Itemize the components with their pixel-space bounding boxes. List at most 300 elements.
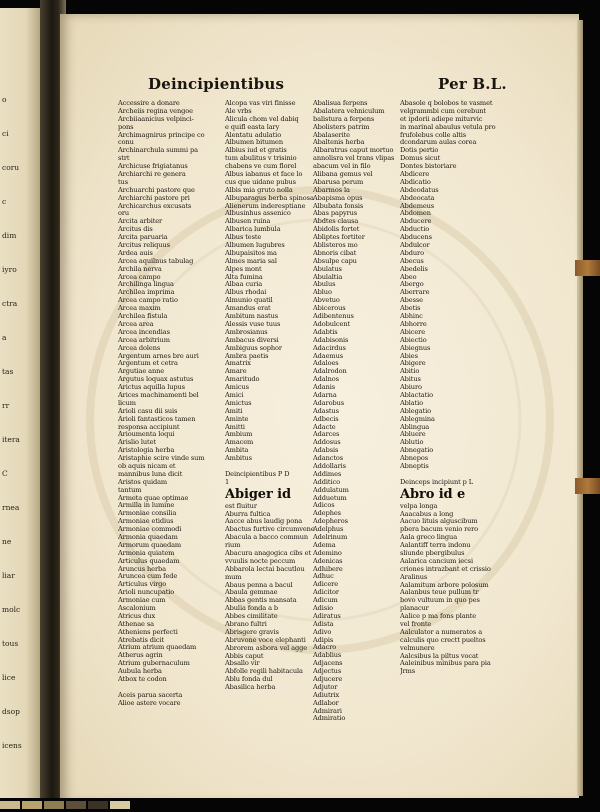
text-line: Abolisters patrim: [313, 123, 370, 131]
text-line: Atrebatis dicit: [118, 636, 165, 644]
facing-page-fragment: rr: [2, 401, 10, 410]
text-line: Abulus: [313, 281, 336, 289]
text-line: Armorum quaedam: [118, 541, 182, 549]
text-line: Ablactatio: [400, 391, 434, 399]
text-line: Abarmos la: [313, 186, 350, 194]
facing-page-fragment: dim: [2, 231, 17, 240]
text-line: Arioli nuncupatio: [118, 589, 175, 597]
text-line: Adjucere: [313, 676, 343, 684]
text-line: Adastus: [313, 407, 339, 415]
text-line: Abfolle regili habitacula: [225, 668, 303, 676]
text-line: Adacte: [313, 423, 336, 431]
text-line: Aruncea cum fede: [118, 573, 178, 581]
text-line: Adista: [313, 620, 334, 628]
text-line: Adepheros: [313, 518, 348, 526]
color-swatch: [66, 801, 86, 809]
text-line: balistura a ferpens: [313, 115, 375, 123]
clasp-strap-lower: [575, 478, 600, 494]
text-line: Albaa curia: [225, 281, 263, 289]
text-line: Adisio: [313, 605, 333, 612]
text-line: Amacem: [225, 439, 254, 447]
text-line: dcondarum aulas corea: [400, 139, 477, 147]
text-line: Albumen lugubres: [225, 242, 285, 250]
text-line: Abaula gemmae: [225, 589, 278, 597]
text-line: Armonia quaedam: [118, 533, 178, 541]
text-line: Adicere: [313, 581, 339, 589]
text-line: Adhuc: [313, 573, 334, 581]
text-column-1: [118, 100, 238, 708]
text-line: Absulpe capu: [313, 257, 357, 265]
text-line: Adiutrix: [313, 691, 340, 699]
running-head-left: Deincipientibus: [148, 75, 285, 93]
text-line: oru: [118, 210, 130, 218]
text-line: Archilinga lingua: [118, 281, 174, 289]
text-line: Ablisteros mo: [313, 242, 358, 250]
facing-page-fragment: ne: [2, 537, 12, 546]
text-line: annolisra vel trans vlipas: [313, 155, 395, 163]
text-line: Albis mia gruto nolla: [225, 186, 293, 194]
text-line: Abrorem asbora vel agge: [225, 644, 307, 652]
text-line: cus que uidane pubus: [225, 178, 296, 186]
text-line: Abdeocata: [400, 194, 435, 202]
text-line: Abaus penna a bacul: [225, 581, 293, 589]
text-line: Admiratio: [313, 715, 346, 723]
facing-page-fragment: lice: [2, 673, 16, 682]
text-line: Admirari: [313, 707, 342, 715]
text-line: Abrisgere gravis: [225, 628, 279, 636]
text-line: velpa longa: [400, 502, 438, 510]
text-line: Atbox te codon: [118, 676, 167, 684]
text-line: Ambacus diversi: [225, 336, 279, 344]
text-line: Ablu fonda dul: [225, 676, 273, 684]
text-line: Amictus: [225, 399, 252, 407]
text-line: Abbarola lectai bacutlou: [225, 565, 305, 573]
text-line: strt: [118, 155, 130, 163]
facing-page-fragment: dsop: [2, 707, 20, 716]
text-line: Adanis: [313, 384, 336, 392]
text-line: velgrammbi cum cerebunt: [400, 107, 486, 115]
text-line: Argutus loquax astutus: [118, 376, 194, 384]
text-line: tantum: [118, 486, 142, 494]
text-line: calculis quo crectt pueltos: [400, 636, 486, 644]
text-line: Albumen bitumen: [225, 139, 283, 147]
text-line: Adibentenus: [313, 313, 354, 321]
text-line: Ambiguus sophor: [225, 344, 282, 352]
text-line: Alcopa vas viri finisse: [225, 100, 296, 107]
text-line: Ambita: [225, 447, 249, 455]
text-line: et ipdorii adiepe miturvic: [400, 115, 483, 123]
text-line: Armilla in lumine: [118, 502, 175, 510]
text-line: Archimagnirus principe co: [118, 131, 205, 139]
text-line: Adaloes: [313, 360, 339, 368]
text-line: Adelphus: [313, 526, 344, 534]
text-line: Domus sicut: [400, 155, 441, 163]
text-line: vvuulis nocte peccum: [225, 557, 296, 565]
text-line: Abnegatio: [400, 447, 434, 455]
text-line: Albus iabanus et face lo: [225, 171, 303, 179]
text-line: pons: [118, 123, 134, 131]
text-line: Arcita paruaria: [118, 234, 168, 242]
text-line: Ablegmina: [400, 415, 435, 423]
text-line: Aacce abus laudig pona: [225, 518, 303, 526]
text-line: pbera bacum venio rero: [400, 526, 478, 534]
text-line: Amitti: [225, 423, 245, 431]
text-line: Aubula herba: [118, 668, 162, 676]
text-line: Abas papyrus: [313, 210, 358, 218]
text-line: Adarobus: [313, 399, 345, 407]
text-line: Alioe astere vocare: [118, 699, 181, 707]
text-line: bovo vultuum in quo pes: [400, 597, 480, 605]
text-line: Abluo: [313, 289, 332, 297]
text-line: Arcea aquilnus tabulag: [118, 257, 194, 265]
text-line: Adacro: [313, 644, 337, 652]
facing-page-fragment: tas: [2, 367, 14, 376]
text-line: Adipis: [313, 636, 334, 644]
text-line: Abalisua ferpens: [313, 100, 368, 107]
text-line: Argentum et cetra: [118, 360, 178, 368]
text-line: tum abulitus v trisinio: [225, 155, 297, 163]
text-line: Deinceps incipiunt p L: [400, 478, 474, 486]
text-line: Alibana gemus vel: [313, 171, 373, 179]
text-line: Adalnos: [313, 376, 339, 384]
text-line: Abvetuo: [313, 297, 340, 305]
text-line: Atricus dux: [118, 612, 156, 620]
text-line: Abrano fultri: [225, 621, 267, 628]
text-line: Adephes: [313, 510, 341, 518]
text-line: Amicus: [225, 384, 249, 392]
text-line: Ambrosianus: [225, 328, 268, 336]
text-line: Abluere: [400, 431, 426, 439]
text-line: Aalculator a numeratos a: [400, 628, 483, 636]
text-line: Adarna: [313, 391, 337, 399]
section-heading: Abro id e: [400, 486, 466, 502]
text-line: Adlabor: [313, 699, 339, 707]
text-line: Abicere: [400, 328, 426, 336]
text-line: Aalcsibus la piltus vocat: [400, 652, 479, 660]
text-line: Albius iud et gratis: [225, 147, 287, 155]
text-line: Adicitor: [313, 589, 339, 597]
text-line: Armonia quiatem: [118, 549, 175, 557]
text-line: Jrms: [400, 668, 416, 676]
text-line: Abasilica herba: [225, 684, 276, 692]
text-line: Abitus: [400, 376, 421, 384]
text-line: Archicarchus excusats: [118, 202, 192, 210]
text-line: Abbis caput: [225, 652, 264, 660]
text-line: Abbes cimilitate: [225, 613, 278, 621]
facing-page-fragment: molc: [2, 605, 21, 614]
color-swatch: [44, 801, 64, 809]
text-line: licum: [118, 399, 136, 407]
text-line: Ale vrbs: [225, 107, 252, 115]
text-line: Archicuse frigiatanus: [118, 163, 188, 171]
text-line: Abapisma opus: [313, 194, 363, 202]
text-line: Abdulcor: [400, 242, 430, 250]
text-line: Atheniens perfecti: [118, 628, 178, 636]
text-line: Aceis parua sacerta: [118, 691, 183, 699]
text-line: Abdtes clausa: [313, 218, 359, 226]
text-line: Abeo: [400, 273, 417, 281]
text-line: Addimes: [313, 470, 342, 478]
text-line: Adduetum: [313, 494, 347, 502]
text-line: Abnoris cibat: [313, 249, 357, 257]
text-line: Adarces: [313, 431, 340, 439]
facing-page-fragment: a: [2, 333, 7, 342]
text-line: Aberrare: [400, 289, 430, 297]
section-heading: Abiger id: [225, 486, 291, 502]
text-line: Archilea imprima: [118, 289, 175, 297]
text-line: Adalrodon: [313, 368, 347, 376]
text-line: Albusen ruina: [225, 218, 271, 226]
text-line: Abliptes fortiter: [313, 234, 365, 242]
text-line: abacum vel in filo: [313, 163, 371, 171]
text-line: Archeiis regina vengoe: [118, 107, 193, 115]
text-line: conu: [118, 139, 134, 147]
text-line: Addulatum: [313, 486, 349, 494]
text-line: Arcea dolens: [118, 344, 161, 352]
text-line: Abiectio: [400, 336, 427, 344]
text-line: Athenae sa: [118, 620, 154, 628]
text-line: responsa accipiunt: [118, 423, 180, 431]
text-line: Arcita arbiter: [118, 218, 163, 226]
text-line: Abdicere: [400, 171, 430, 179]
text-line: Abbas gentis mansata: [225, 597, 297, 605]
text-line: Aralinus: [400, 573, 428, 581]
text-line: Ablatio: [400, 399, 424, 407]
text-line: Abicerous: [313, 305, 346, 313]
text-line: Arcea campo: [118, 273, 161, 281]
text-line: Argutiae anne: [118, 368, 165, 376]
text-line: Arioli casu dii suis: [118, 407, 178, 415]
text-line: Abarusa perum: [313, 178, 364, 186]
text-line: Ardea auis: [118, 249, 153, 257]
text-line: Abaltenis herba: [313, 139, 365, 147]
text-line: criones intrazbant et crissio: [400, 565, 491, 573]
text-line: Adabtis: [313, 328, 338, 336]
text-line: Archiarchi re genera: [118, 171, 186, 179]
text-line: Ademino: [313, 549, 342, 557]
text-line: Albaratrus caput mortuo: [313, 147, 394, 155]
color-swatch: [110, 801, 130, 809]
text-line: Arislio lutet: [118, 439, 156, 447]
facing-page-fragment: coru: [2, 163, 20, 172]
text-line: Armoniae commodi: [118, 526, 182, 534]
text-line: Albarica lumbula: [225, 226, 281, 234]
text-line: Abedelis: [400, 265, 428, 273]
text-line: Abduro: [400, 249, 424, 257]
facing-page-fragment: liar: [2, 571, 15, 580]
text-line: in marinal abaulus vetula pro: [400, 123, 496, 131]
text-line: Abacura anagogica cibs et: [225, 549, 311, 557]
text-line: Abductio: [400, 226, 430, 234]
text-line: sliunde pbergibulus: [400, 549, 465, 557]
clasp-strap-upper: [575, 260, 600, 276]
facing-page-fragment: C: [2, 469, 8, 478]
text-line: Almes maria sal: [225, 257, 277, 265]
text-line: Aacuo lituis alguscibum: [400, 518, 478, 526]
text-line: Abulia fonda a b: [225, 605, 279, 613]
text-line: Arcbiiaanicius velpinci-: [118, 115, 194, 123]
color-calibration-strip: [0, 798, 600, 812]
text-line: Arioli fantasticos tamen: [118, 415, 196, 423]
text-line: Adelrinum: [313, 533, 348, 541]
text-line: Absallo vir: [225, 660, 260, 668]
text-line: Alpes mont: [225, 265, 262, 273]
text-line: Armeta quae optimae: [118, 494, 189, 502]
text-line: frufolebus colle altis: [400, 131, 467, 139]
text-line: Adiratus: [313, 612, 341, 620]
color-swatch: [22, 801, 42, 809]
text-column-4: [400, 100, 520, 676]
color-swatch: [0, 801, 20, 809]
text-line: mannibus luna dicit: [118, 470, 183, 478]
text-line: Abigere: [400, 360, 426, 368]
text-line: Arcea area: [118, 320, 154, 328]
text-line: [118, 684, 238, 692]
text-line: Abalatera vehniculum: [313, 107, 385, 115]
text-line: Accessire a donare: [118, 100, 180, 107]
text-line: Abergo: [400, 281, 424, 289]
text-line: ob aquis nicam et: [118, 462, 176, 470]
text-line: Alentatu adulatio: [225, 131, 282, 139]
text-line: vel fronte: [400, 621, 432, 628]
text-line: Abetis: [400, 305, 421, 313]
text-line: Abhorre: [400, 320, 427, 328]
text-line: Archuarchi pastore que: [118, 186, 195, 194]
text-line: Armoniae cum: [118, 597, 166, 605]
text-line: Abneptis: [400, 462, 429, 470]
text-line: Abducens: [400, 234, 432, 242]
text-line: Adabsis: [313, 447, 339, 455]
text-line: Alienerum inderesptiane: [225, 202, 306, 210]
text-line: Abecus: [400, 257, 424, 265]
text-line: Argentum arnes bre auri: [118, 352, 199, 360]
facing-page-fragment: ctra: [2, 299, 18, 308]
text-line: Ambium: [225, 431, 253, 439]
text-line: mum: [225, 573, 242, 581]
text-line: Aristos quidam: [118, 478, 168, 486]
text-line: Albus rhodai: [225, 289, 267, 297]
text-line: Albus teste: [225, 234, 262, 242]
text-line: Addollaris: [313, 462, 346, 470]
facing-page-fragment: o: [2, 95, 7, 104]
text-line: Ambitum nastus: [225, 313, 279, 321]
text-line: Abiuro: [400, 384, 422, 392]
text-line: Ablutio: [400, 439, 424, 447]
text-line: Addosus: [313, 439, 341, 447]
text-line: rium: [225, 542, 241, 550]
text-line: Arcea campo ratio: [118, 297, 178, 305]
text-line: Adanctos: [313, 455, 344, 463]
text-line: Abiegnus: [400, 344, 431, 352]
text-line: Additico: [313, 478, 340, 486]
text-line: Archilea fistula: [118, 313, 168, 321]
text-line: Aalamitum arbore polosum: [400, 581, 489, 589]
text-line: Abidolis fortet: [313, 226, 360, 234]
text-line: Abalaserite: [313, 131, 350, 139]
text-line: Albupaisitos ma: [225, 249, 277, 257]
text-line: Aburra fultica: [225, 510, 271, 518]
text-line: Amandus erat: [225, 305, 271, 313]
text-line: Adbecis: [313, 415, 339, 423]
text-line: Ambra paetis: [225, 352, 269, 360]
text-line: Adacirdus: [313, 344, 346, 352]
text-line: Archiarchi pastore pri: [118, 194, 190, 202]
facing-page-fragment: iyro: [2, 265, 17, 274]
text-line: Adhibere: [313, 565, 343, 573]
text-line: Atrium atrium quaedam: [118, 644, 197, 652]
text-line: Albusinhus assenico: [225, 210, 291, 218]
text-line: velmunere: [400, 644, 435, 652]
text-line: Arcitus reliquus: [118, 242, 170, 250]
text-line: Abdemeus: [400, 202, 435, 210]
text-line: Almunio quatil: [225, 297, 273, 305]
text-line: Amaritudo: [225, 376, 260, 384]
text-line: Aaacabus a long: [400, 510, 454, 518]
text-line: Abitio: [400, 368, 420, 376]
text-line: Abdomen: [400, 210, 431, 218]
text-line: Dotis pertio: [400, 147, 439, 155]
text-line: Adjectus: [313, 668, 342, 676]
facing-page-fragment: tous: [2, 639, 19, 648]
text-line: Dontes bistoriare: [400, 163, 457, 171]
text-line: Abies: [400, 352, 418, 360]
text-line: Aalantiff terra indonu: [400, 542, 471, 550]
text-line: Adabisonis: [313, 336, 349, 344]
text-line: Adjacens: [313, 660, 343, 668]
text-line: Ablingua: [400, 423, 430, 431]
facing-page-fragment: ci: [2, 129, 9, 138]
text-line: e quifl easta lary: [225, 123, 280, 131]
text-line: Adenicas: [313, 557, 343, 565]
facing-page-fragment: c: [2, 197, 7, 206]
text-line: Deincipientibus P D: [225, 470, 290, 478]
text-line: Aminte: [225, 415, 249, 423]
text-line: Alicula chom vel dabiq: [225, 115, 299, 123]
text-line: Articulus quaedam: [118, 557, 180, 565]
text-line: Articulus virgo: [118, 581, 167, 589]
text-line: 1: [225, 478, 230, 486]
text-line: Adivo: [313, 628, 332, 636]
text-line: Abactus furtive circumvene: [225, 526, 315, 534]
text-line: Adicos: [313, 502, 335, 510]
text-line: Aruncus herba: [118, 565, 166, 573]
text-line: Arcea incendias: [118, 328, 170, 336]
text-line: Ambitus: [225, 455, 252, 463]
running-head-right: Per B.L.: [438, 75, 507, 93]
text-line: Aristologia herba: [118, 447, 175, 455]
text-line: Aalanbus teue pullum tr: [400, 589, 479, 597]
text-line: Adablius: [313, 652, 342, 660]
text-line: Arcea maxim: [118, 305, 161, 313]
text-line: Abhinc: [400, 313, 423, 321]
text-line: Adicum: [313, 597, 338, 605]
text-line: Amare: [225, 368, 247, 376]
color-swatch: [88, 801, 108, 809]
text-line: Abruvone voce elephanti: [225, 636, 306, 644]
text-line: Alta fumina: [225, 273, 263, 281]
text-line: Amiti: [225, 407, 243, 415]
text-line: Ablegatio: [400, 407, 431, 415]
text-line: Abnepos: [400, 455, 429, 463]
text-line: Amici: [225, 391, 244, 399]
text-line: Armoniae etidius: [118, 518, 174, 526]
text-line: Arioumenta loqui: [118, 431, 175, 439]
text-line: Aaleinibus minibus para pia: [400, 660, 491, 668]
text-line: Aala greco lingua: [400, 534, 458, 542]
text-line: Adema: [313, 541, 336, 549]
text-line: est fluitur: [225, 502, 257, 510]
page-fore-edge: [577, 20, 583, 796]
